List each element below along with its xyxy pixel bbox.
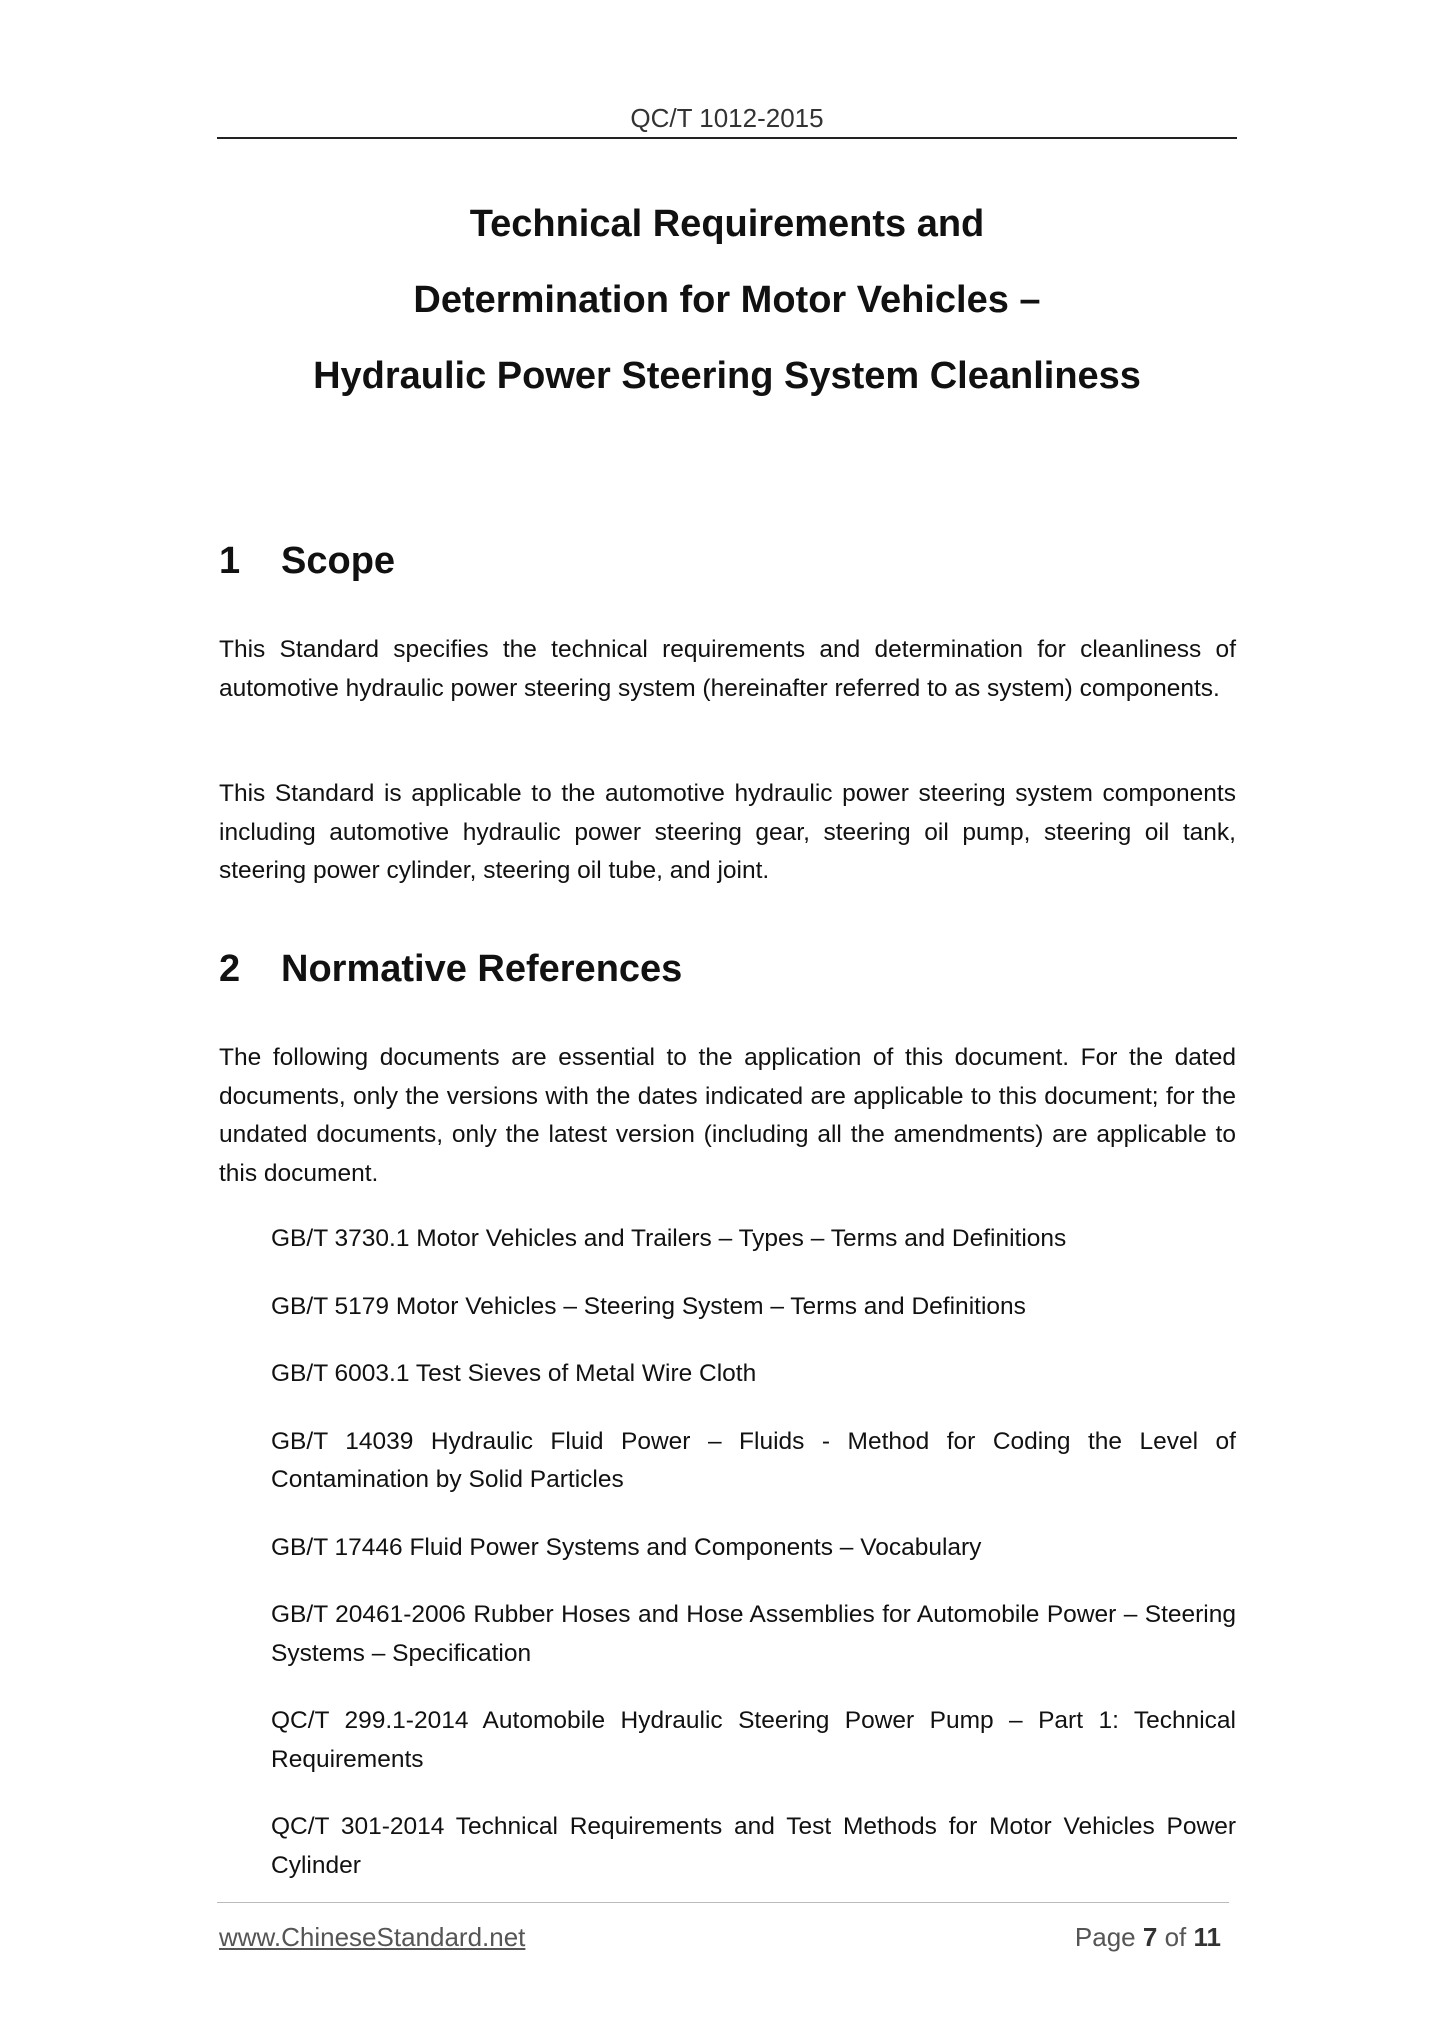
- scope-paragraph-1: This Standard specifies the technical requirements and determination for cleanliness of automotive hydraulic power steering system (hereinafter referred to as system) components.: [219, 636, 1236, 702]
- reference-list: [271, 1220, 1236, 1914]
- reference-item: GB/T 17446 Fluid Power Systems and Components – Vocabulary: [271, 1533, 982, 1561]
- website-link[interactable]: www.ChineseStandard.net: [219, 1922, 526, 1952]
- scope-paragraph-2: This Standard is applicable to the automotive hydraulic power steering system components including automotive hydraulic power steering gear, steering oil pump, steering oil tank, steering power cylinder, steering oil tube, and joint.: [219, 780, 1236, 884]
- section-number: 1: [219, 540, 241, 582]
- references-intro-paragraph: The following documents are essential to the application of this document. For the dated documents, only the versions with the dates indicated are applicable to this document; for the undated documents, only the latest version (including all the amendments) are applicable to this document.: [219, 1044, 1236, 1187]
- page-of-word: of: [1164, 1922, 1187, 1952]
- title-line-2: Determination for Motor Vehicles –: [413, 279, 1041, 321]
- title-line-1: Technical Requirements and: [469, 203, 985, 245]
- reference-item: GB/T 20461-2006 Rubber Hoses and Hose Assemblies for Automobile Power – Steering Systems – Specification: [271, 1601, 1236, 1667]
- page-indicator: [1000, 1920, 1221, 1954]
- reference-item: QC/T 299.1-2014 Automobile Hydraulic Steering Power Pump – Part 1: Technical Requirements: [271, 1707, 1236, 1773]
- reference-item: GB/T 5179 Motor Vehicles – Steering System – Terms and Definitions: [271, 1292, 1026, 1320]
- page-word: Page: [1074, 1922, 1136, 1952]
- section-heading-scope: [219, 538, 395, 584]
- document-title: [217, 186, 1237, 414]
- total-page-count: 11: [1193, 1922, 1221, 1952]
- reference-item: GB/T 3730.1 Motor Vehicles and Trailers – Types – Terms and Definitions: [271, 1225, 1067, 1252]
- reference-item: GB/T 6003.1 Test Sieves of Metal Wire Cloth: [271, 1360, 757, 1387]
- reference-item: GB/T 14039 Hydraulic Fluid Power – Fluids - Method for Coding the Level of Contamination by Solid Particles: [271, 1427, 1236, 1493]
- section-title: Normative References: [281, 948, 683, 990]
- footer-divider: [217, 1902, 1229, 1903]
- header-divider: [217, 137, 1237, 139]
- title-line-3: Hydraulic Power Steering System Cleanliness: [313, 355, 1141, 397]
- section-title: Scope: [281, 540, 396, 582]
- section-number: 2: [219, 948, 241, 990]
- reference-item: QC/T 301-2014 Technical Requirements and Test Methods for Motor Vehicles Power Cylinder: [271, 1813, 1236, 1879]
- section-heading-normative-references: [219, 946, 682, 992]
- current-page-number: 7: [1142, 1922, 1158, 1952]
- header-doc-code: QC/T 1012-2015: [630, 103, 824, 133]
